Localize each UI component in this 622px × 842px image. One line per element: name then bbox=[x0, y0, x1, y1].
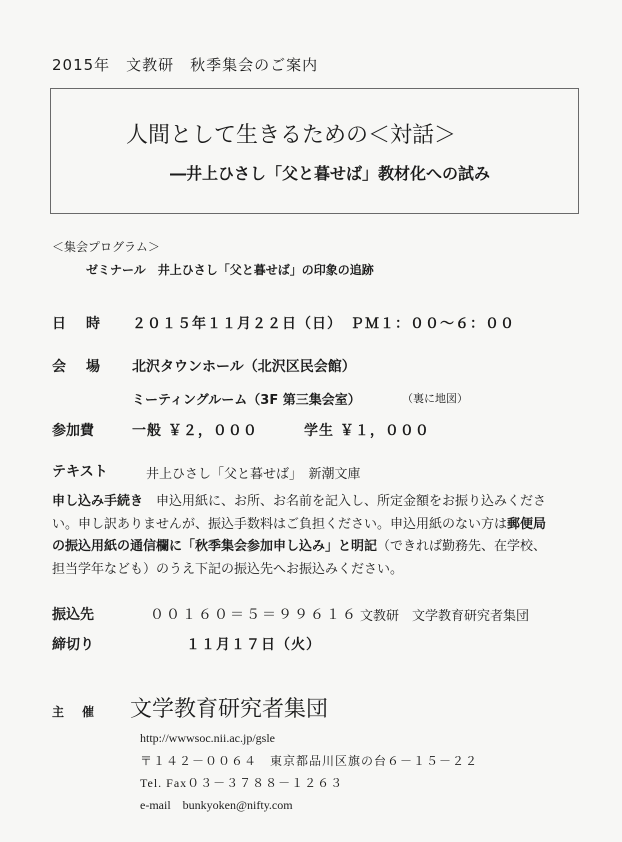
deadline-label: 締切り bbox=[52, 637, 94, 653]
main-title: 人間として生きるための＜対話＞ bbox=[126, 123, 457, 148]
subtitle: ―井上ひさし「父と暮せば」教材化への試み bbox=[170, 164, 491, 183]
organizer-email[interactable]: e-mail bunkyoken@nifty.com bbox=[140, 798, 293, 812]
transfer-label: 振込先 bbox=[52, 607, 94, 623]
organizer-label: 主 催 bbox=[52, 705, 98, 719]
organizer-name: 文学教育研究者集団 bbox=[130, 697, 329, 722]
venue-label: 会 場 bbox=[52, 359, 103, 375]
venue-room: ミーティングルーム（3F 第三集会室） bbox=[132, 393, 361, 408]
application-text-1: 申込用紙に、お所、お名前を記入し、所定金額をお振り込みください。申し訳ありませんが、振込手数料はご負担ください。申込用紙のない方は bbox=[52, 494, 547, 532]
organizer-tel-fax: Tel. Fax０３－３７８８－１２６３ bbox=[140, 776, 344, 790]
application-label: 申し込み手続き bbox=[52, 494, 144, 509]
application-text-bold: 郵便局の振込用紙の通信欄に「秋季集会参加申し込み」と明記 bbox=[52, 516, 547, 554]
program-label: ＜集会プログラム＞ bbox=[52, 240, 160, 254]
map-note: （裏に地図） bbox=[402, 392, 468, 405]
fee-student: 学生 ￥１，０００ bbox=[304, 423, 430, 439]
datetime-value: ２０１５年１１月２２日（日） ＰＭ１：００～６：００ bbox=[132, 316, 515, 332]
deadline-value: １１月１７日（火） bbox=[186, 637, 321, 653]
venue-name: 北沢タウンホール（北沢区民会館） bbox=[132, 359, 356, 375]
fee-label: 参加費 bbox=[52, 423, 94, 439]
organizer-url[interactable]: http://wwwsoc.nii.ac.jp/gsle bbox=[140, 731, 275, 745]
transfer-payee: 文教研 文学教育研究者集団 bbox=[360, 609, 530, 624]
text-label: テキスト bbox=[52, 464, 108, 480]
transfer-account: ００１６０＝５＝９９６１６ bbox=[150, 607, 358, 623]
application-text-2: （できれば勤務先、在学校、担当学年なども）のうえ下記の振込先へお振込みください。 bbox=[52, 539, 547, 577]
fee-general: 一般 ￥２，０００ bbox=[132, 423, 258, 439]
title-box bbox=[50, 88, 579, 214]
text-value: 井上ひさし「父と暮せば」 新潮文庫 bbox=[146, 467, 361, 482]
organizer-address: 〒１４２－００６４ 東京都品川区旗の台６－１５－２２ bbox=[140, 754, 479, 768]
datetime-label: 日 時 bbox=[52, 316, 103, 332]
seminar-line: ゼミナール 井上ひさし「父と暮せば」の印象の追跡 bbox=[86, 263, 374, 277]
application-paragraph bbox=[52, 491, 554, 581]
flyer-header: 2015年 文教研 秋季集会のご案内 bbox=[52, 56, 319, 74]
